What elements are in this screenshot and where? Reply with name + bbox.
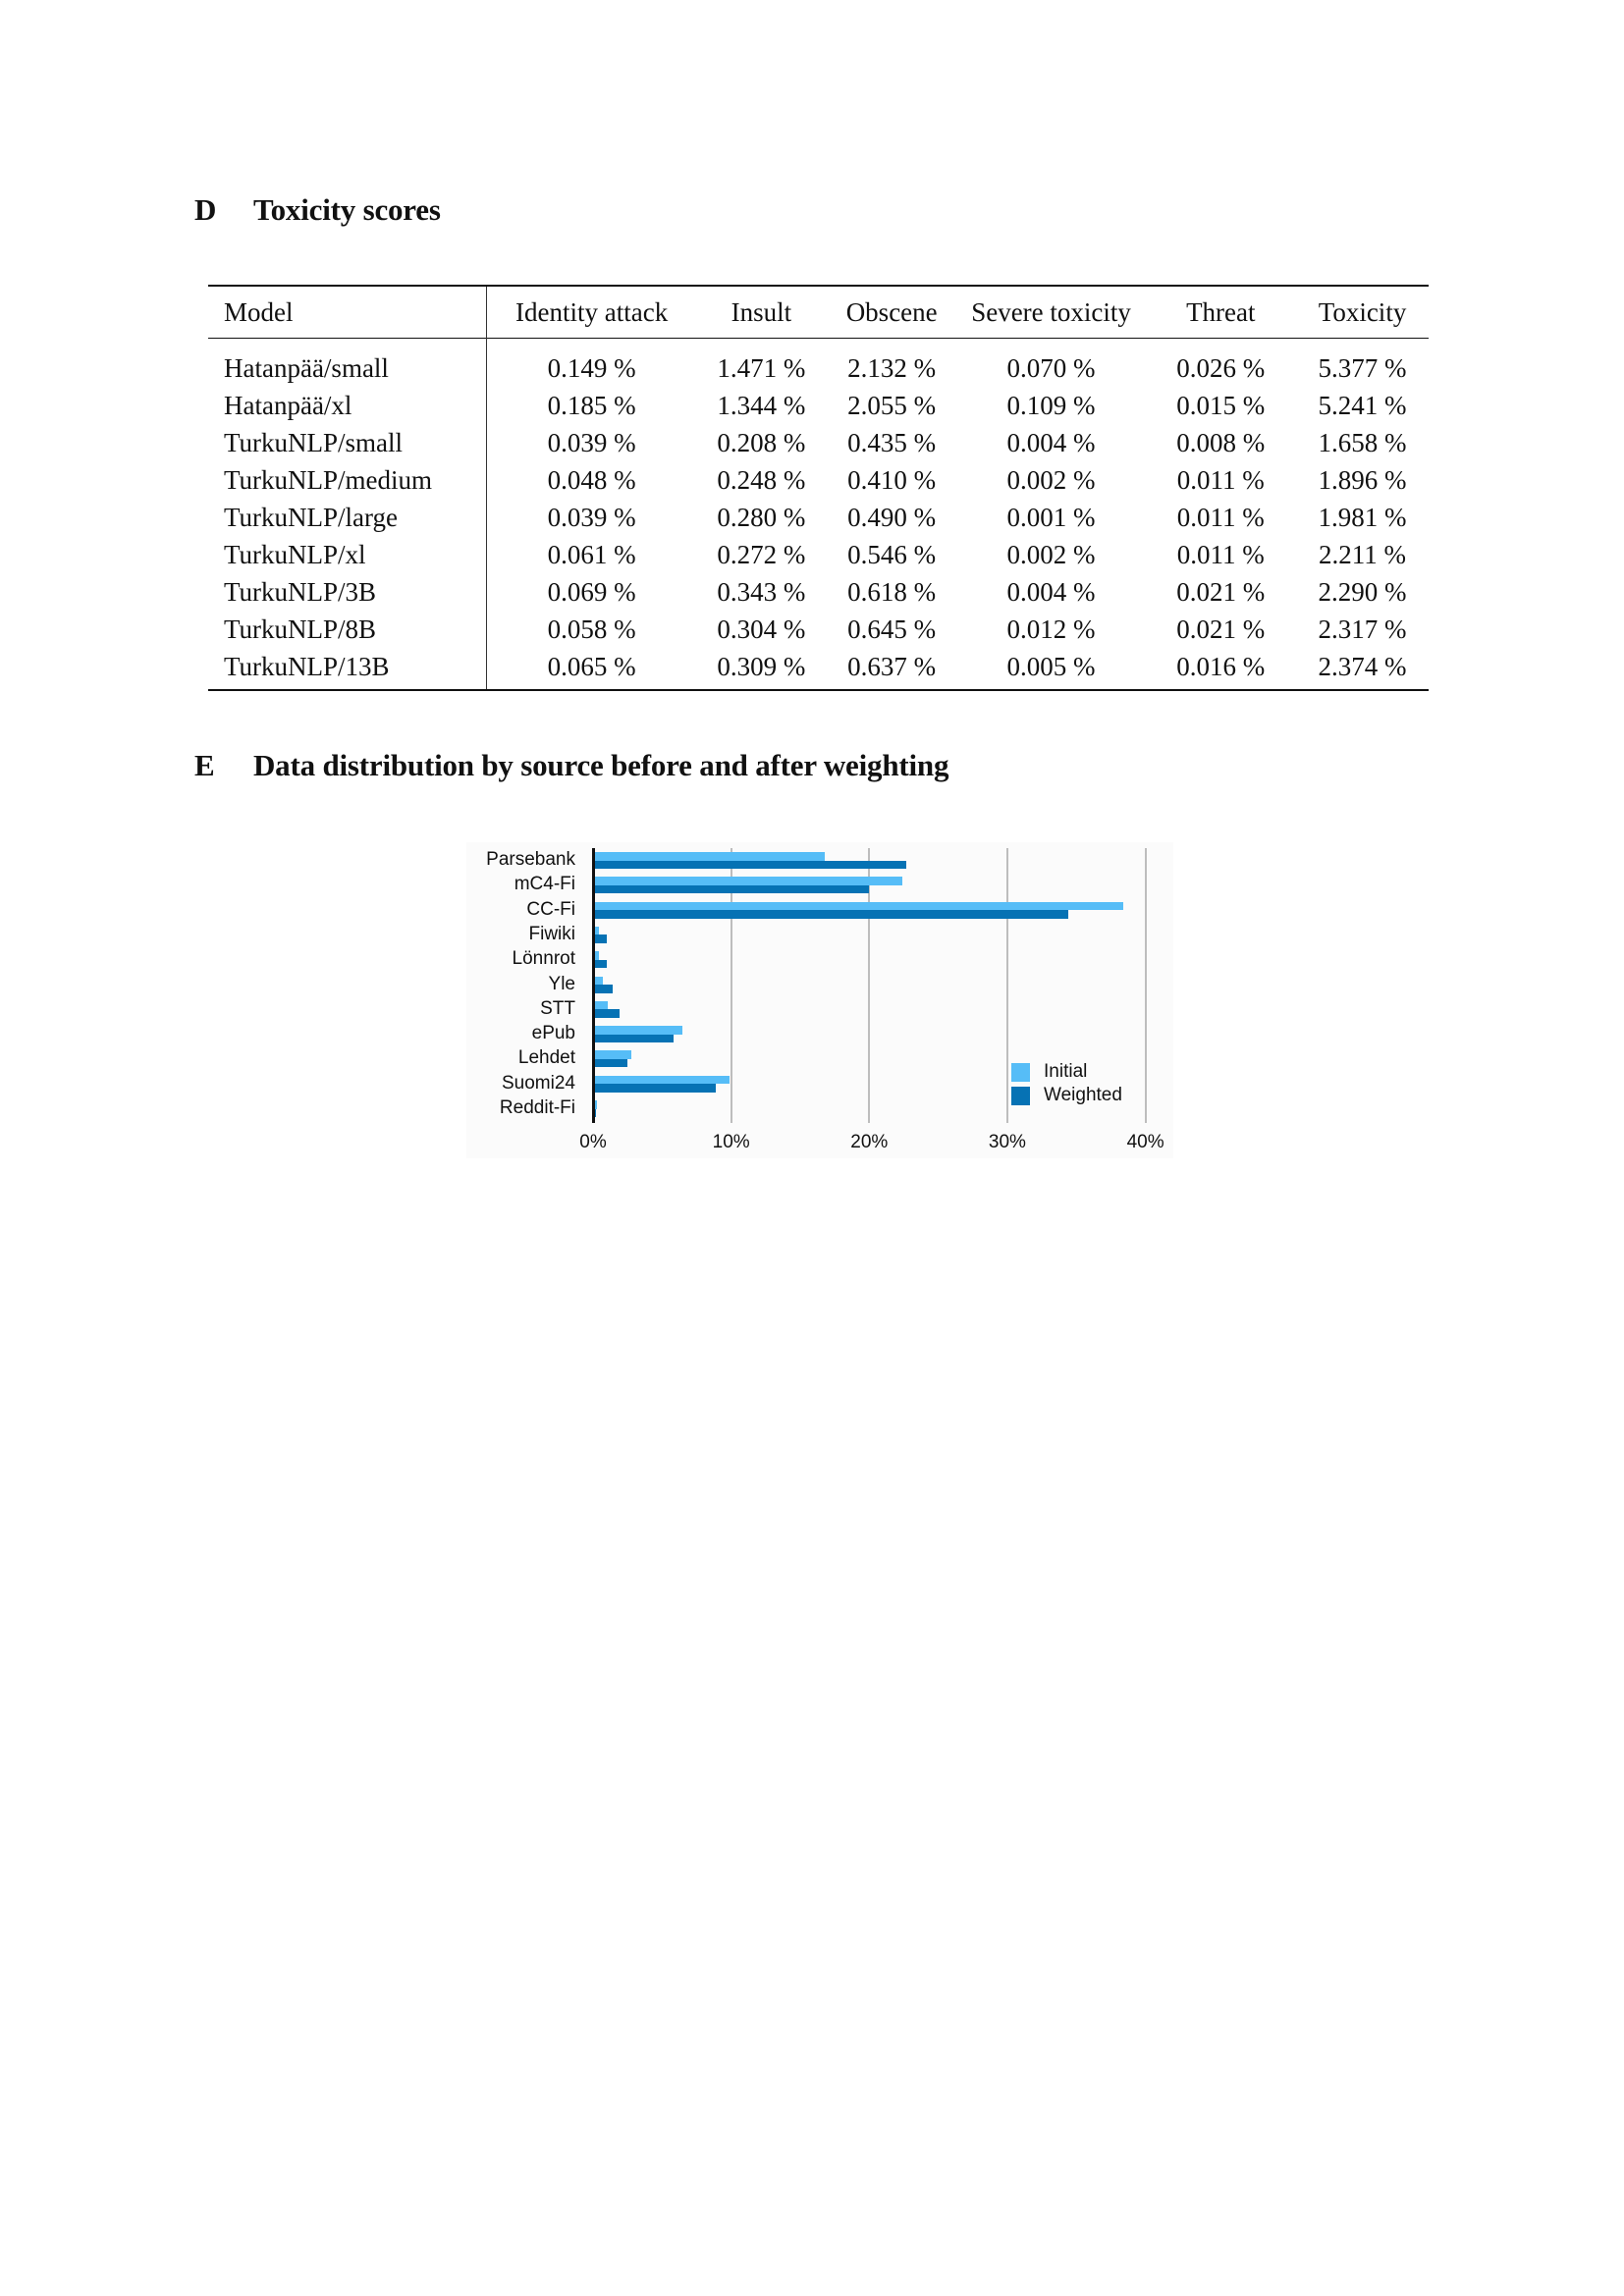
bar-initial — [593, 877, 902, 885]
cell-identity-attack: 0.065 % — [547, 652, 636, 681]
cell-identity-attack: 0.069 % — [547, 577, 636, 607]
cell-threat: 0.011 % — [1176, 540, 1265, 569]
bar-weighted — [593, 985, 613, 993]
category-label: STT — [540, 997, 575, 1019]
column-header-identity-attack: Identity attack — [515, 296, 669, 327]
cell-identity-attack: 0.058 % — [547, 614, 636, 644]
cell-obscene: 0.410 % — [847, 465, 937, 495]
cell-insult: 1.344 % — [717, 391, 806, 420]
category-label: Lönnrot — [512, 948, 575, 970]
category-label: ePub — [531, 1023, 575, 1044]
category-label: Fiwiki — [528, 923, 575, 944]
chart-row — [528, 923, 1153, 944]
table-row — [208, 387, 1429, 424]
table-row — [208, 499, 1429, 536]
cell-model: TurkuNLP/large — [208, 499, 487, 536]
cell-model: Hatanpää/xl — [208, 387, 487, 424]
cell-obscene: 0.618 % — [847, 577, 937, 607]
cell-model: TurkuNLP/xl — [208, 536, 487, 573]
cell-threat: 0.011 % — [1176, 503, 1265, 532]
cell-severe-toxicity: 0.005 % — [1006, 652, 1096, 681]
cell-severe-toxicity: 0.070 % — [1006, 353, 1096, 383]
cell-model: TurkuNLP/medium — [208, 461, 487, 499]
cell-threat: 0.015 % — [1176, 391, 1266, 420]
toxicity-table — [208, 285, 1429, 691]
x-tick-label: 30% — [988, 1132, 1026, 1152]
cell-toxicity: 1.981 % — [1318, 503, 1407, 532]
chart-row — [540, 997, 1153, 1019]
column-header-toxicity: Toxicity — [1318, 296, 1407, 327]
cell-obscene: 0.637 % — [847, 652, 937, 681]
x-tick-label: 0% — [579, 1132, 607, 1152]
cell-insult: 0.309 % — [717, 652, 806, 681]
chart-legend — [1011, 1060, 1122, 1107]
category-label: CC-Fi — [526, 898, 575, 920]
chart-row — [486, 849, 1153, 870]
table-row — [208, 424, 1429, 461]
legend-swatch-weighted — [1011, 1087, 1030, 1105]
legend-label-initial: Initial — [1044, 1061, 1088, 1082]
chart-row — [526, 898, 1153, 920]
cell-model: TurkuNLP/13B — [208, 648, 487, 690]
bar-weighted — [593, 910, 1068, 919]
cell-identity-attack: 0.039 % — [547, 428, 636, 457]
chart-row — [548, 973, 1153, 994]
cell-model: TurkuNLP/8B — [208, 611, 487, 648]
cell-identity-attack: 0.149 % — [547, 353, 636, 383]
cell-threat: 0.026 % — [1176, 353, 1266, 383]
category-label: Parsebank — [486, 849, 575, 870]
x-tick-label: 10% — [712, 1132, 750, 1152]
cell-toxicity: 5.377 % — [1318, 353, 1407, 383]
category-label: Lehdet — [517, 1047, 575, 1069]
bar-initial — [593, 1001, 608, 1010]
cell-model: TurkuNLP/3B — [208, 573, 487, 611]
bar-weighted — [593, 1009, 620, 1018]
bar-weighted — [593, 1084, 716, 1093]
cell-model: Hatanpää/small — [208, 339, 487, 388]
cell-obscene: 2.132 % — [847, 353, 937, 383]
category-label: Yle — [548, 973, 575, 994]
bar-weighted — [593, 1035, 674, 1043]
cell-obscene: 0.490 % — [847, 503, 937, 532]
cell-severe-toxicity: 0.001 % — [1006, 503, 1096, 532]
cell-insult: 0.272 % — [717, 540, 806, 569]
section-number: D — [194, 192, 217, 227]
column-header-insult: Insult — [731, 296, 792, 327]
cell-threat: 0.016 % — [1176, 652, 1266, 681]
cell-model: TurkuNLP/small — [208, 424, 487, 461]
cell-identity-attack: 0.039 % — [547, 503, 636, 532]
table-row — [208, 536, 1429, 573]
legend-item-weighted — [1011, 1084, 1122, 1107]
chart-row — [531, 1023, 1153, 1044]
column-header-obscene: Obscene — [845, 296, 938, 327]
bar-initial — [593, 1076, 730, 1085]
category-label: Suomi24 — [502, 1072, 575, 1094]
cell-insult: 1.471 % — [717, 353, 806, 383]
cell-insult: 0.343 % — [717, 577, 806, 607]
table-row — [208, 611, 1429, 648]
legend-label-weighted: Weighted — [1044, 1085, 1122, 1105]
category-label: Reddit-Fi — [499, 1097, 575, 1118]
section-heading-data-distribution — [194, 748, 948, 783]
section-number: E — [194, 748, 215, 782]
cell-severe-toxicity: 0.012 % — [1006, 614, 1096, 644]
cell-toxicity: 2.374 % — [1318, 652, 1407, 681]
cell-toxicity: 1.896 % — [1318, 465, 1407, 495]
bar-weighted — [593, 934, 607, 943]
bar-initial — [593, 902, 1123, 911]
chart-row — [512, 948, 1153, 970]
table-row — [208, 573, 1429, 611]
category-label: mC4-Fi — [514, 874, 575, 895]
cell-insult: 0.208 % — [717, 428, 806, 457]
bar-weighted — [593, 960, 607, 969]
bar-initial — [593, 1050, 631, 1059]
cell-insult: 0.248 % — [717, 465, 806, 495]
legend-swatch-initial — [1011, 1063, 1030, 1082]
cell-severe-toxicity: 0.004 % — [1006, 428, 1096, 457]
cell-obscene: 2.055 % — [847, 391, 937, 420]
chart-row — [514, 874, 1153, 895]
cell-toxicity: 5.241 % — [1318, 391, 1407, 420]
cell-threat: 0.021 % — [1176, 614, 1266, 644]
bar-weighted — [593, 1059, 627, 1068]
bar-weighted — [593, 861, 906, 870]
x-tick-label: 40% — [1126, 1132, 1164, 1152]
cell-toxicity: 1.658 % — [1318, 428, 1407, 457]
cell-severe-toxicity: 0.002 % — [1006, 540, 1096, 569]
cell-insult: 0.304 % — [717, 614, 806, 644]
cell-toxicity: 2.290 % — [1318, 577, 1407, 607]
cell-obscene: 0.645 % — [847, 614, 937, 644]
cell-insult: 0.280 % — [717, 503, 806, 532]
cell-identity-attack: 0.061 % — [547, 540, 636, 569]
cell-obscene: 0.546 % — [847, 540, 937, 569]
column-header-model: Model — [208, 286, 487, 339]
cell-toxicity: 2.211 % — [1319, 540, 1407, 569]
section-title: Toxicity scores — [253, 192, 441, 227]
cell-threat: 0.008 % — [1176, 428, 1266, 457]
cell-identity-attack: 0.048 % — [547, 465, 636, 495]
table-row — [208, 461, 1429, 499]
table-row — [208, 648, 1429, 690]
table-row — [208, 339, 1429, 388]
cell-threat: 0.011 % — [1176, 465, 1265, 495]
y-axis-line — [592, 848, 595, 1123]
legend-item-initial — [1011, 1060, 1122, 1084]
cell-identity-attack: 0.185 % — [547, 391, 636, 420]
column-header-threat: Threat — [1186, 296, 1256, 327]
cell-threat: 0.021 % — [1176, 577, 1266, 607]
cell-toxicity: 2.317 % — [1318, 614, 1407, 644]
cell-obscene: 0.435 % — [847, 428, 937, 457]
bar-initial — [593, 852, 825, 861]
section-heading-toxicity — [194, 192, 441, 228]
bar-weighted — [593, 885, 869, 894]
table-header-row — [208, 286, 1429, 339]
cell-severe-toxicity: 0.109 % — [1006, 391, 1096, 420]
x-tick-label: 20% — [850, 1132, 889, 1152]
column-header-severe-toxicity: Severe toxicity — [971, 296, 1131, 327]
section-title: Data distribution by source before and after weighting — [253, 748, 949, 782]
cell-severe-toxicity: 0.002 % — [1006, 465, 1096, 495]
cell-severe-toxicity: 0.004 % — [1006, 577, 1096, 607]
bar-initial — [593, 1026, 682, 1035]
data-distribution-chart — [466, 842, 1173, 1158]
